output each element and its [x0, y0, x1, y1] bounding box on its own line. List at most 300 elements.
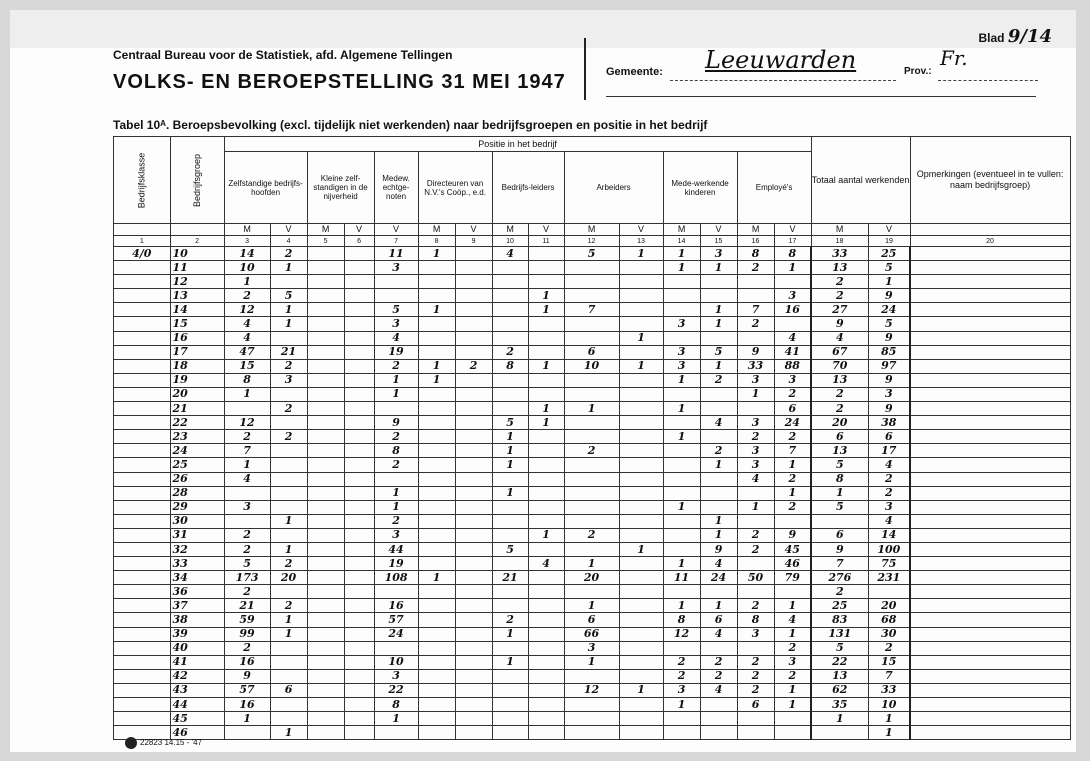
table-cell [307, 712, 344, 726]
table-cell: 10 [564, 359, 619, 373]
table-cell [114, 486, 171, 500]
table-cell: 21 [492, 571, 528, 585]
table-cell: 1 [564, 402, 619, 416]
table-cell [455, 458, 492, 472]
table-cell: 16 [224, 698, 270, 712]
table-cell: 1 [418, 571, 455, 585]
table-cell [619, 514, 663, 528]
table-cell: 14 [170, 303, 224, 317]
table-cell [619, 289, 663, 303]
table-cell [619, 486, 663, 500]
table-cell: 12 [663, 627, 700, 641]
col-number: 10 [492, 236, 528, 247]
table-cell: 6 [868, 430, 910, 444]
table-cell [455, 698, 492, 712]
table-cell [455, 430, 492, 444]
col-number: 13 [619, 236, 663, 247]
table-cell: 23 [170, 430, 224, 444]
col-totaal: Totaal aantal werkenden [811, 137, 910, 224]
table-cell: 13 [811, 373, 868, 387]
table-cell [344, 528, 374, 542]
table-cell: 20 [811, 416, 868, 430]
table-cell: 2 [700, 444, 737, 458]
table-cell [344, 289, 374, 303]
table-cell [114, 345, 171, 359]
table-row [114, 613, 1071, 627]
table-cell [418, 655, 455, 669]
table-cell [564, 712, 619, 726]
mv-cell: V [270, 224, 307, 236]
table-cell: 4 [700, 557, 737, 571]
table-cell: 1 [270, 627, 307, 641]
table-cell [492, 261, 528, 275]
table-cell: 29 [170, 500, 224, 514]
table-row [114, 303, 1071, 317]
table-cell [663, 641, 700, 655]
table-cell: 27 [811, 303, 868, 317]
table-cell [619, 627, 663, 641]
table-cell [619, 500, 663, 514]
table-cell [455, 472, 492, 486]
table-cell [418, 712, 455, 726]
table-cell: 46 [170, 726, 224, 740]
table-cell [114, 613, 171, 627]
table-cell [418, 698, 455, 712]
table-cell [455, 514, 492, 528]
table-cell [528, 444, 564, 458]
table-cell [528, 275, 564, 289]
table-cell: 11 [374, 247, 418, 261]
table-cell: 1 [418, 359, 455, 373]
table-cell: 4 [224, 472, 270, 486]
table-cell [455, 444, 492, 458]
table-cell [564, 387, 619, 401]
table-cell [418, 444, 455, 458]
table-cell [344, 500, 374, 514]
table-cell [418, 416, 455, 430]
table-cell [270, 472, 307, 486]
table-cell [492, 472, 528, 486]
table-cell: 2 [737, 261, 774, 275]
table-cell: 1 [374, 373, 418, 387]
table-cell: 2 [811, 585, 868, 599]
table-cell [774, 585, 811, 599]
table-cell [455, 373, 492, 387]
table-cell [528, 571, 564, 585]
table-cell [910, 373, 1070, 387]
table-cell: 2 [868, 472, 910, 486]
mv-cell: M [307, 224, 344, 236]
table-cell [307, 416, 344, 430]
table-cell [307, 571, 344, 585]
table-cell: 1 [619, 359, 663, 373]
table-cell [307, 641, 344, 655]
col-arbeiders: Arbeiders [564, 152, 663, 224]
table-cell: 1 [663, 261, 700, 275]
table-cell: 4 [492, 247, 528, 261]
table-cell [619, 585, 663, 599]
table-cell [737, 486, 774, 500]
table-cell: 16 [224, 655, 270, 669]
table-cell [455, 486, 492, 500]
table-row [114, 712, 1071, 726]
table-cell [224, 402, 270, 416]
table-cell: 4 [528, 557, 564, 571]
mv-cell: V [455, 224, 492, 236]
table-cell: 8 [774, 247, 811, 261]
table-cell: 45 [774, 542, 811, 556]
table-cell [418, 613, 455, 627]
table-cell: 1 [492, 486, 528, 500]
table-cell [564, 331, 619, 345]
table-cell [700, 331, 737, 345]
table-cell: 11 [663, 571, 700, 585]
mv-cell [910, 224, 1070, 236]
table-cell [564, 289, 619, 303]
mv-cell: V [528, 224, 564, 236]
table-cell [344, 345, 374, 359]
table-cell [455, 641, 492, 655]
table-cell: 68 [868, 613, 910, 627]
table-cell: 1 [619, 247, 663, 261]
table-row [114, 430, 1071, 444]
table-row [114, 627, 1071, 641]
table-cell [307, 486, 344, 500]
table-cell: 1 [868, 726, 910, 740]
mv-cell: M [224, 224, 270, 236]
table-cell [114, 571, 171, 585]
table-cell [700, 387, 737, 401]
table-cell [774, 317, 811, 331]
table-cell [344, 557, 374, 571]
table-cell [737, 402, 774, 416]
table-cell: 2 [492, 613, 528, 627]
table-cell: 1 [374, 486, 418, 500]
table-cell [418, 275, 455, 289]
table-cell [418, 317, 455, 331]
table-cell [910, 683, 1070, 697]
table-row [114, 669, 1071, 683]
table-cell [344, 430, 374, 444]
table-cell: 8 [374, 698, 418, 712]
table-cell [663, 542, 700, 556]
table-row [114, 726, 1071, 740]
table-cell [910, 655, 1070, 669]
table-cell: 21 [224, 599, 270, 613]
table-cell: 32 [170, 542, 224, 556]
table-cell [910, 345, 1070, 359]
table-cell [564, 458, 619, 472]
table-cell [307, 247, 344, 261]
table-cell [528, 542, 564, 556]
table-cell [114, 500, 171, 514]
table-cell: 3 [737, 373, 774, 387]
table-cell: 1 [374, 712, 418, 726]
table-cell [114, 557, 171, 571]
table-cell [344, 599, 374, 613]
table-cell [700, 585, 737, 599]
table-cell [114, 402, 171, 416]
table-cell: 12 [224, 303, 270, 317]
table-cell: 2 [774, 430, 811, 444]
table-cell: 1 [774, 261, 811, 275]
table-cell [418, 683, 455, 697]
table-cell [619, 655, 663, 669]
table-cell [307, 655, 344, 669]
table-cell: 16 [170, 331, 224, 345]
table-cell [114, 458, 171, 472]
table-cell: 28 [170, 486, 224, 500]
table-cell: 1 [528, 359, 564, 373]
table-cell [344, 331, 374, 345]
table-cell [528, 247, 564, 261]
table-cell: 5 [868, 317, 910, 331]
table-cell [910, 275, 1070, 289]
table-cell [114, 698, 171, 712]
bureau-line: Centraal Bureau voor de Statistiek, afd. Algemene Tellingen [113, 48, 453, 62]
header-underline [606, 96, 1036, 97]
table-cell: 30 [170, 514, 224, 528]
table-cell [418, 345, 455, 359]
table-cell [344, 655, 374, 669]
table-row [114, 698, 1071, 712]
table-cell [619, 726, 663, 740]
table-cell: 44 [170, 698, 224, 712]
table-cell: 5 [374, 303, 418, 317]
table-cell: 1 [700, 303, 737, 317]
table-cell: 7 [811, 557, 868, 571]
table-cell [418, 542, 455, 556]
table-cell: 2 [774, 669, 811, 683]
table-cell [455, 261, 492, 275]
table-cell: 33 [868, 683, 910, 697]
table-cell: 1 [619, 331, 663, 345]
table-cell [564, 430, 619, 444]
table-cell: 2 [737, 655, 774, 669]
table-cell [528, 698, 564, 712]
table-row [114, 500, 1071, 514]
table-cell [418, 627, 455, 641]
table-cell [910, 500, 1070, 514]
table-cell [774, 275, 811, 289]
table-cell [910, 317, 1070, 331]
table-cell [619, 528, 663, 542]
table-cell: 24 [774, 416, 811, 430]
table-cell: 7 [868, 669, 910, 683]
table-cell: 6 [700, 613, 737, 627]
table-cell [114, 472, 171, 486]
table-cell: 1 [492, 444, 528, 458]
table-cell [307, 275, 344, 289]
table-cell: 100 [868, 542, 910, 556]
table-cell [619, 373, 663, 387]
table-cell: 85 [868, 345, 910, 359]
table-row [114, 247, 1071, 261]
table-cell: 1 [418, 373, 455, 387]
col-directeuren: Directeuren van N.V.'s Coöp., e.d. [418, 152, 492, 224]
col-medew: Medew. echtge-noten [374, 152, 418, 224]
table-cell: 6 [774, 402, 811, 416]
table-cell [811, 726, 868, 740]
table-cell [307, 500, 344, 514]
table-cell [418, 472, 455, 486]
cbs-logo-icon [125, 737, 137, 749]
table-cell [528, 387, 564, 401]
table-cell [619, 416, 663, 430]
table-cell [492, 712, 528, 726]
table-cell [737, 275, 774, 289]
table-cell: 1 [418, 247, 455, 261]
table-cell [344, 373, 374, 387]
table-cell [455, 247, 492, 261]
table-cell [564, 669, 619, 683]
table-cell [564, 317, 619, 331]
col-number: 6 [344, 236, 374, 247]
table-cell: 13 [811, 444, 868, 458]
table-cell [663, 528, 700, 542]
table-cell [528, 472, 564, 486]
col-number: 3 [224, 236, 270, 247]
table-cell: 46 [774, 557, 811, 571]
table-cell [344, 571, 374, 585]
table-cell [307, 726, 344, 740]
table-cell: 1 [619, 683, 663, 697]
mv-cell: V [774, 224, 811, 236]
table-row [114, 289, 1071, 303]
table-cell [492, 641, 528, 655]
table-cell [455, 387, 492, 401]
table-cell: 20 [564, 571, 619, 585]
table-cell: 45 [170, 712, 224, 726]
table-cell [619, 641, 663, 655]
table-cell [344, 613, 374, 627]
mv-cell: V [700, 224, 737, 236]
table-cell [307, 557, 344, 571]
table-cell: 2 [774, 500, 811, 514]
table-cell [868, 585, 910, 599]
table-cell [270, 698, 307, 712]
table-cell: 79 [774, 571, 811, 585]
table-cell: 9 [224, 669, 270, 683]
table-cell: 7 [774, 444, 811, 458]
table-cell: 11 [170, 261, 224, 275]
table-cell: 25 [170, 458, 224, 472]
table-cell: 5 [492, 416, 528, 430]
table-row [114, 261, 1071, 275]
table-cell: 22 [170, 416, 224, 430]
table-cell [619, 613, 663, 627]
table-cell [114, 599, 171, 613]
table-cell: 20 [270, 571, 307, 585]
table-cell: 2 [270, 430, 307, 444]
table-row [114, 331, 1071, 345]
table-cell [492, 698, 528, 712]
table-cell [774, 712, 811, 726]
table-cell [307, 359, 344, 373]
table-cell: 5 [811, 458, 868, 472]
table-cell [344, 542, 374, 556]
table-cell: 22 [374, 683, 418, 697]
table-cell [344, 698, 374, 712]
table-cell [270, 387, 307, 401]
table-cell: 1 [774, 683, 811, 697]
table-cell [114, 683, 171, 697]
table-cell [307, 458, 344, 472]
table-cell: 1 [224, 458, 270, 472]
table-cell: 3 [270, 373, 307, 387]
table-cell [619, 387, 663, 401]
table-cell: 24 [170, 444, 224, 458]
table-cell [663, 416, 700, 430]
table-cell: 1 [663, 430, 700, 444]
table-cell: 2 [224, 430, 270, 444]
table-cell: 9 [374, 416, 418, 430]
table-cell [663, 331, 700, 345]
table-cell: 62 [811, 683, 868, 697]
table-cell: 35 [811, 698, 868, 712]
table-cell [374, 275, 418, 289]
col-number: 1 [114, 236, 171, 247]
table-cell [418, 402, 455, 416]
table-cell [910, 458, 1070, 472]
table-cell: 24 [374, 627, 418, 641]
table-cell [114, 416, 171, 430]
table-row [114, 571, 1071, 585]
table-cell: 3 [868, 500, 910, 514]
table-cell: 3 [737, 627, 774, 641]
table-body [114, 247, 1071, 740]
table-cell: 1 [700, 599, 737, 613]
table-cell [492, 373, 528, 387]
gemeente-value: Leeuwarden [705, 46, 857, 74]
table-cell: 4 [700, 627, 737, 641]
table-cell: 21 [170, 402, 224, 416]
table-cell: 1 [700, 514, 737, 528]
table-cell [224, 514, 270, 528]
table-cell [344, 402, 374, 416]
table-cell: 2 [270, 599, 307, 613]
mv-cell: V [619, 224, 663, 236]
table-cell: 13 [811, 261, 868, 275]
table-cell [114, 669, 171, 683]
table-cell [528, 613, 564, 627]
table-cell: 37 [170, 599, 224, 613]
table-cell [344, 303, 374, 317]
table-cell: 2 [224, 289, 270, 303]
table-cell [307, 430, 344, 444]
table-cell: 1 [492, 458, 528, 472]
table-cell [910, 261, 1070, 275]
table-cell [492, 402, 528, 416]
table-cell [114, 585, 171, 599]
col-number: 20 [910, 236, 1070, 247]
table-cell [418, 430, 455, 444]
table-cell [774, 726, 811, 740]
table-cell: 13 [811, 669, 868, 683]
table-cell [270, 712, 307, 726]
table-cell: 131 [811, 627, 868, 641]
table-cell [455, 345, 492, 359]
table-cell [418, 726, 455, 740]
table-cell [700, 712, 737, 726]
table-cell: 2 [224, 585, 270, 599]
table-cell [307, 387, 344, 401]
table-cell [663, 387, 700, 401]
table-cell [619, 402, 663, 416]
table-cell [114, 387, 171, 401]
table-cell: 13 [170, 289, 224, 303]
table-cell: 1 [811, 712, 868, 726]
